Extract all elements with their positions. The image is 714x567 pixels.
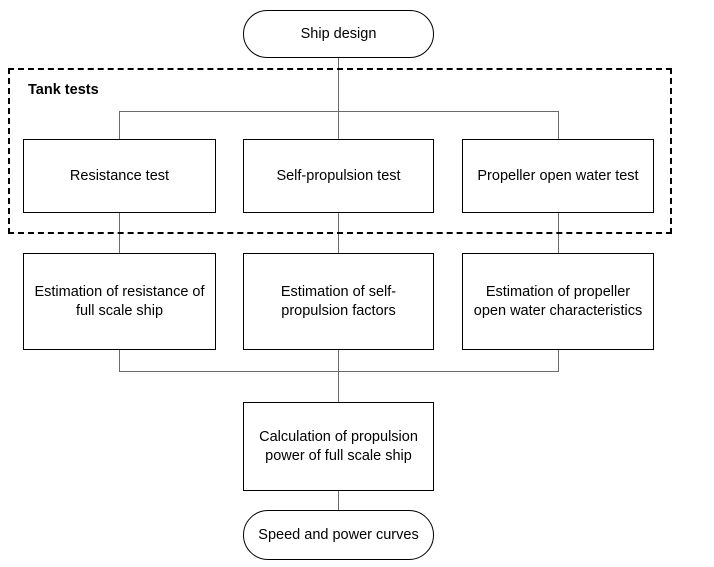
connector-est-resistance-down — [119, 350, 120, 372]
node-propeller-open-water-test[interactable] — [462, 139, 654, 213]
node-speed-power-curves-label: Speed and power curves — [258, 526, 419, 543]
node-estimation-resistance[interactable] — [23, 253, 216, 350]
connector-calculation-to-curves — [338, 491, 339, 510]
node-speed-power-curves[interactable] — [243, 510, 434, 560]
node-estimation-resistance-label: Estimation of resistance of full scale ship — [34, 284, 205, 319]
connector-est-openwater-down — [558, 350, 559, 372]
node-self-propulsion-test[interactable] — [243, 139, 434, 213]
connector-merge-to-calculation — [338, 350, 339, 402]
node-estimation-open-water[interactable] — [462, 253, 654, 350]
node-calculation-propulsion-power[interactable] — [243, 402, 434, 491]
node-self-propulsion-test-label: Self-propulsion test — [276, 167, 401, 184]
node-resistance-test-label: Resistance test — [69, 167, 170, 184]
node-estimation-self-propulsion-label: Estimation of self-propulsion factors — [280, 284, 397, 319]
node-ship-design-label: Ship design — [300, 25, 377, 42]
tank-tests-group-label: Tank tests — [28, 82, 99, 98]
node-ship-design[interactable] — [243, 10, 434, 58]
node-resistance-test[interactable] — [23, 139, 216, 213]
node-calculation-propulsion-power-label: Calculation of propulsion power of full scale ship — [259, 429, 418, 464]
node-propeller-open-water-test-label: Propeller open water test — [477, 167, 639, 184]
node-estimation-open-water-label: Estimation of propeller open water characteristics — [473, 284, 643, 319]
node-estimation-self-propulsion[interactable] — [243, 253, 434, 350]
